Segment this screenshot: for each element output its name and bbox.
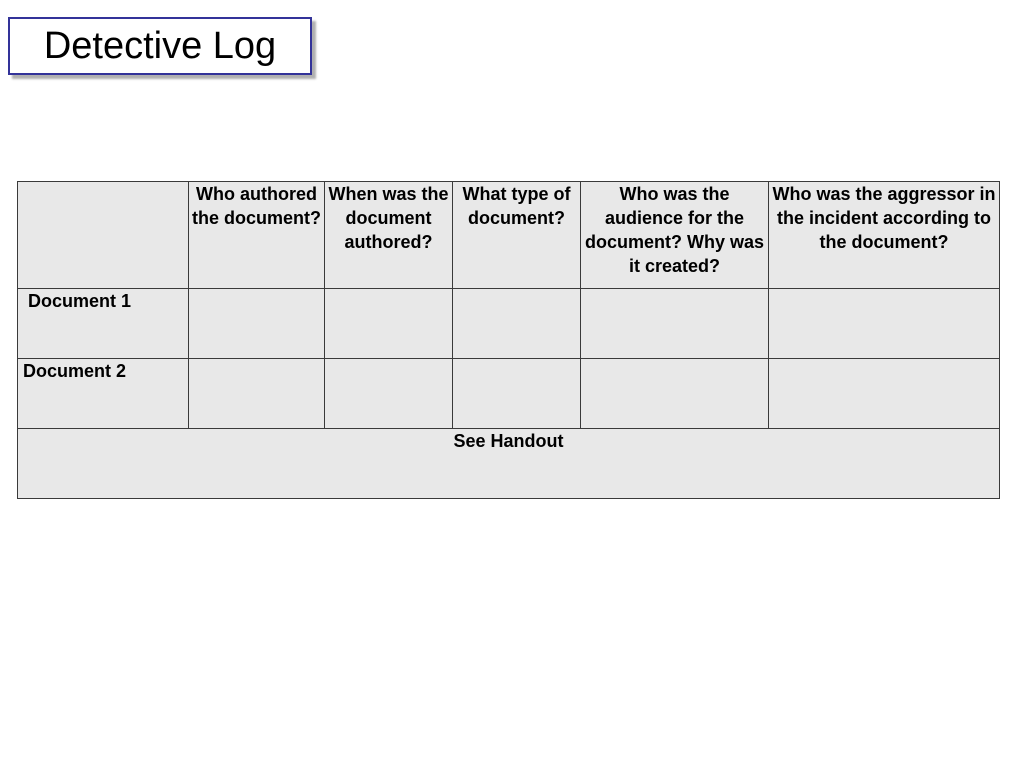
header-who-authored: Who authored the document? [189, 182, 325, 289]
table-row [18, 289, 1000, 359]
table-cell[interactable] [189, 359, 325, 429]
row-label-document-1 [18, 289, 189, 359]
header-document-type: What type of document? [453, 182, 581, 289]
header-corner-cell [18, 182, 189, 289]
row-label-document-2 [18, 359, 189, 429]
title-box [8, 17, 312, 75]
header-when-authored: When was the document authored? [325, 182, 453, 289]
detective-log-table [17, 181, 1000, 499]
header-aggressor: Who was the aggressor in the incident according to the document? [769, 182, 1000, 289]
table-cell[interactable] [453, 359, 581, 429]
table-cell[interactable] [769, 359, 1000, 429]
header-audience: Who was the audience for the document? Why was it created? [581, 182, 769, 289]
see-handout-cell: See Handout [18, 429, 1000, 499]
table-cell[interactable] [325, 359, 453, 429]
table-row [18, 359, 1000, 429]
row-label-text: Document 1 [28, 291, 132, 311]
table-cell[interactable] [325, 289, 453, 359]
table-cell[interactable] [453, 289, 581, 359]
table-cell[interactable] [769, 289, 1000, 359]
row-label-text: Document 2 [23, 361, 127, 381]
table-cell[interactable] [189, 289, 325, 359]
table-cell[interactable] [581, 289, 769, 359]
page-title: Detective Log [43, 24, 277, 67]
table-cell[interactable] [581, 359, 769, 429]
header-row [18, 182, 1000, 289]
footer-row [18, 429, 1000, 499]
